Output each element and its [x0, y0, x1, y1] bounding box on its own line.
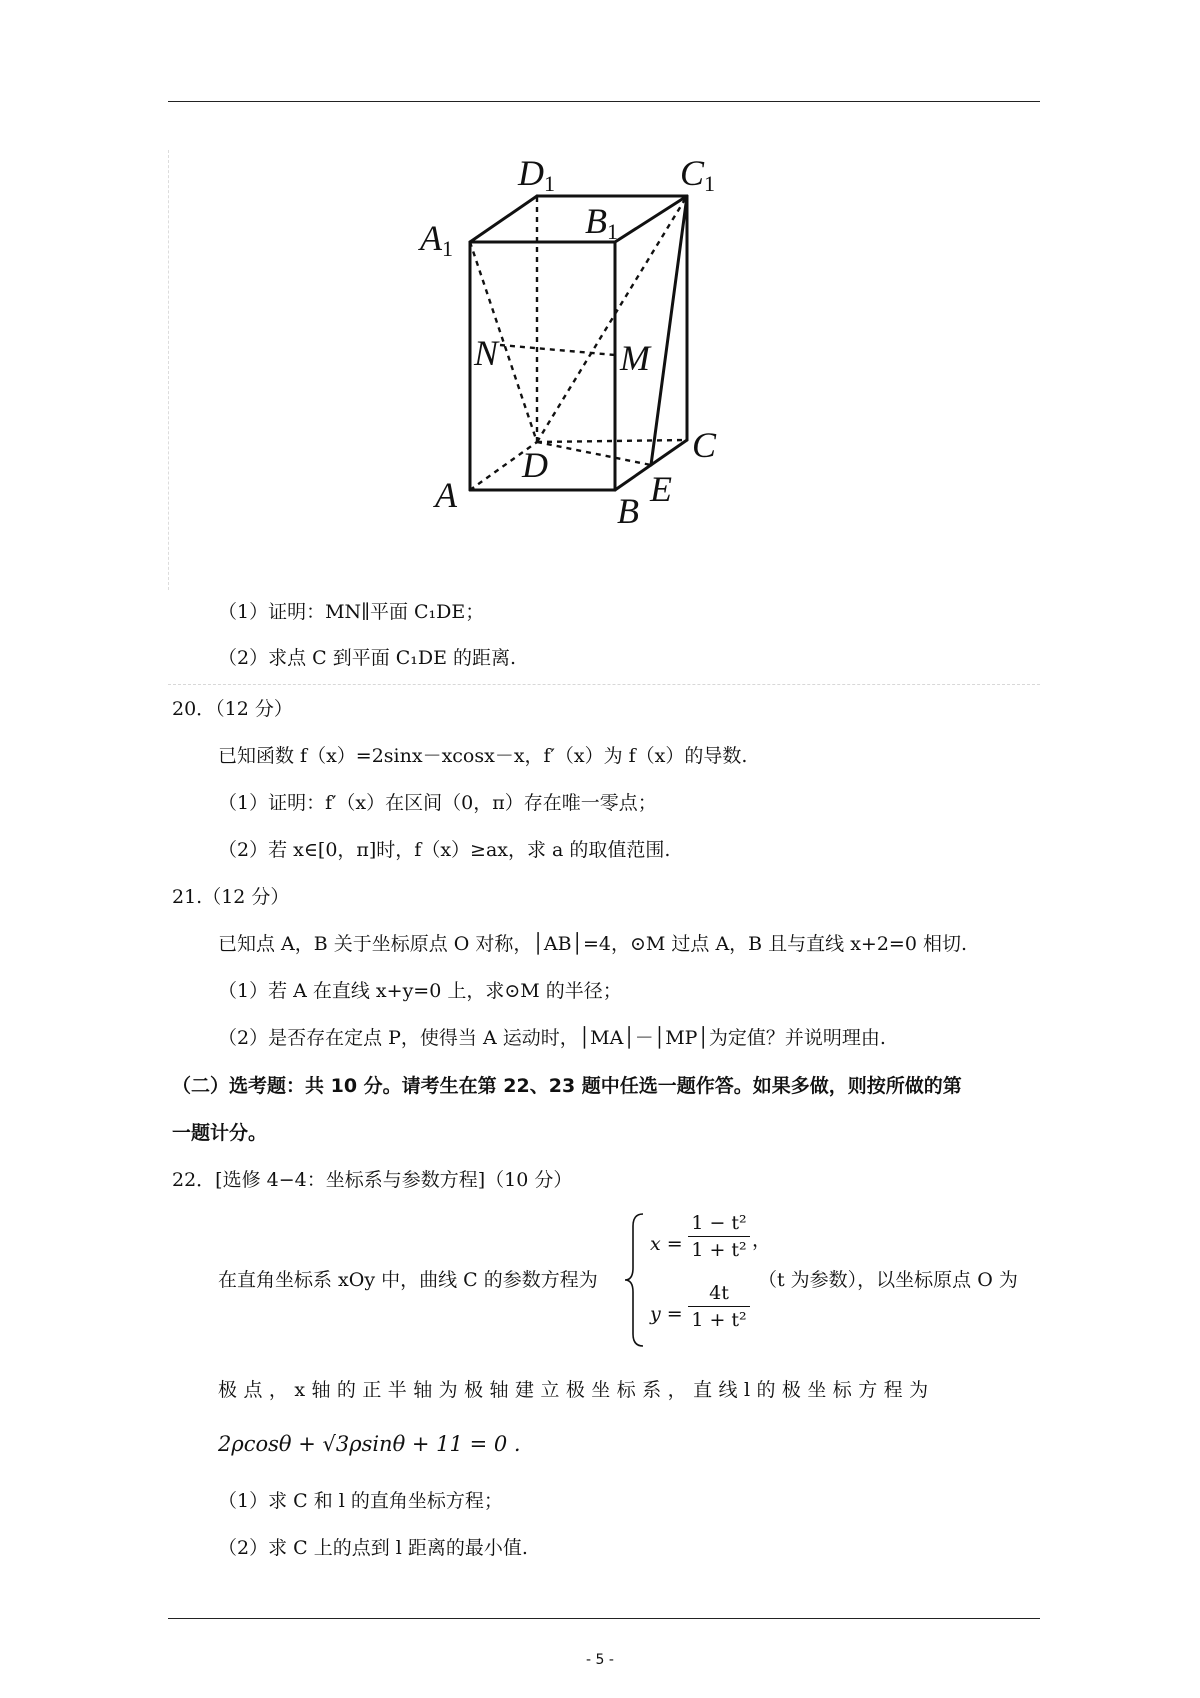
edge-N-M — [500, 345, 615, 355]
label-N: N — [474, 333, 499, 373]
label-D1: D1 — [518, 153, 555, 196]
label-B: B — [617, 491, 639, 531]
y-fraction — [688, 1282, 750, 1331]
q22-part1: （1）求 C 和 l 的直角坐标方程； — [218, 1490, 503, 1512]
q22-line2: 极 点 ， x 轴 的 正 半 轴 为 极 轴 建 立 极 坐 标 系 ， 直 线 l 的 极 坐 标 方 程 为 — [218, 1379, 929, 1401]
label-E: E — [650, 469, 672, 509]
q20-stem: 已知函数 f（x）=2sinx－xcosx－x，f′（x）为 f（x）的导数. — [218, 745, 748, 767]
label-A: A — [435, 475, 457, 515]
y-numerator: 4t — [709, 1282, 729, 1304]
y-denominator: 1 + t² — [691, 1309, 747, 1331]
x-fraction-bar — [688, 1236, 750, 1237]
label-D: D — [522, 445, 548, 485]
q22-stem-after: （t 为参数），以坐标原点 O 为 — [758, 1269, 1018, 1291]
label-C: C — [692, 425, 717, 465]
label-M: M — [620, 338, 650, 378]
prism-figure — [420, 153, 800, 575]
q21-head: 21.（12 分） — [172, 886, 290, 908]
q19-part2: （2）求点 C 到平面 C₁DE 的距离. — [218, 647, 517, 669]
q22-stem-before: 在直角坐标系 xOy 中，曲线 C 的参数方程为 — [218, 1269, 598, 1291]
brace — [623, 1210, 645, 1350]
figure-frame-edge — [168, 150, 169, 590]
x-numerator: 1 − t² — [691, 1212, 747, 1234]
page-number: - 5 - — [586, 1652, 614, 1668]
footer-rule — [168, 1618, 1040, 1619]
x-denominator: 1 + t² — [691, 1239, 747, 1261]
x-lhs: x = — [650, 1233, 683, 1255]
section2-line2: 一题计分。 — [172, 1122, 268, 1144]
q21-part1: （1）若 A 在直线 x+y=0 上，求⊙M 的半径； — [218, 980, 622, 1002]
label-C1: C1 — [680, 153, 716, 196]
q21-stem: 已知点 A，B 关于坐标原点 O 对称，│AB│=4，⊙M 过点 A，B 且与直线 x+2=0 相切. — [218, 933, 968, 955]
section2-line1: （二）选考题：共 10 分。请考生在第 22、23 题中任选一题作答。如果多做，则按所做的第 — [172, 1075, 962, 1097]
edge-D-C — [537, 440, 687, 442]
y-fraction-bar — [688, 1306, 750, 1307]
label-A1: A1 — [420, 218, 453, 261]
header-rule — [168, 101, 1040, 102]
q19-part1: （1）证明：MN∥平面 C₁DE； — [218, 601, 485, 623]
separator — [168, 684, 1040, 685]
q21-part2: （2）是否存在定点 P，使得当 A 运动时，│MA│－│MP│为定值？并说明理由. — [218, 1027, 886, 1049]
edge-B1-C1 — [615, 196, 687, 242]
x-fraction — [688, 1212, 750, 1261]
q22-polar-equation: 2ρcosθ + √3ρsinθ + 11 = 0 . — [218, 1432, 521, 1456]
edge-A1-D1 — [470, 196, 537, 242]
q22-parametric-block — [218, 1210, 1048, 1350]
x-comma: ， — [752, 1229, 772, 1251]
label-B1: B1 — [585, 201, 618, 244]
y-lhs: y = — [650, 1303, 683, 1325]
q20-head: 20．（12 分） — [172, 698, 293, 720]
q22-part2: （2）求 C 上的点到 l 距离的最小值. — [218, 1537, 528, 1559]
edge-D-E — [537, 442, 651, 465]
q20-part1: （1）证明：f′（x）在区间（0，π）存在唯一零点； — [218, 792, 657, 814]
edge-C1-E — [651, 196, 687, 465]
q20-part2: （2）若 x∈[0，π]时，f（x）≥ax，求 a 的取值范围. — [218, 839, 671, 861]
q22-head: 22．[选修 4−4：坐标系与参数方程]（10 分） — [172, 1169, 573, 1191]
